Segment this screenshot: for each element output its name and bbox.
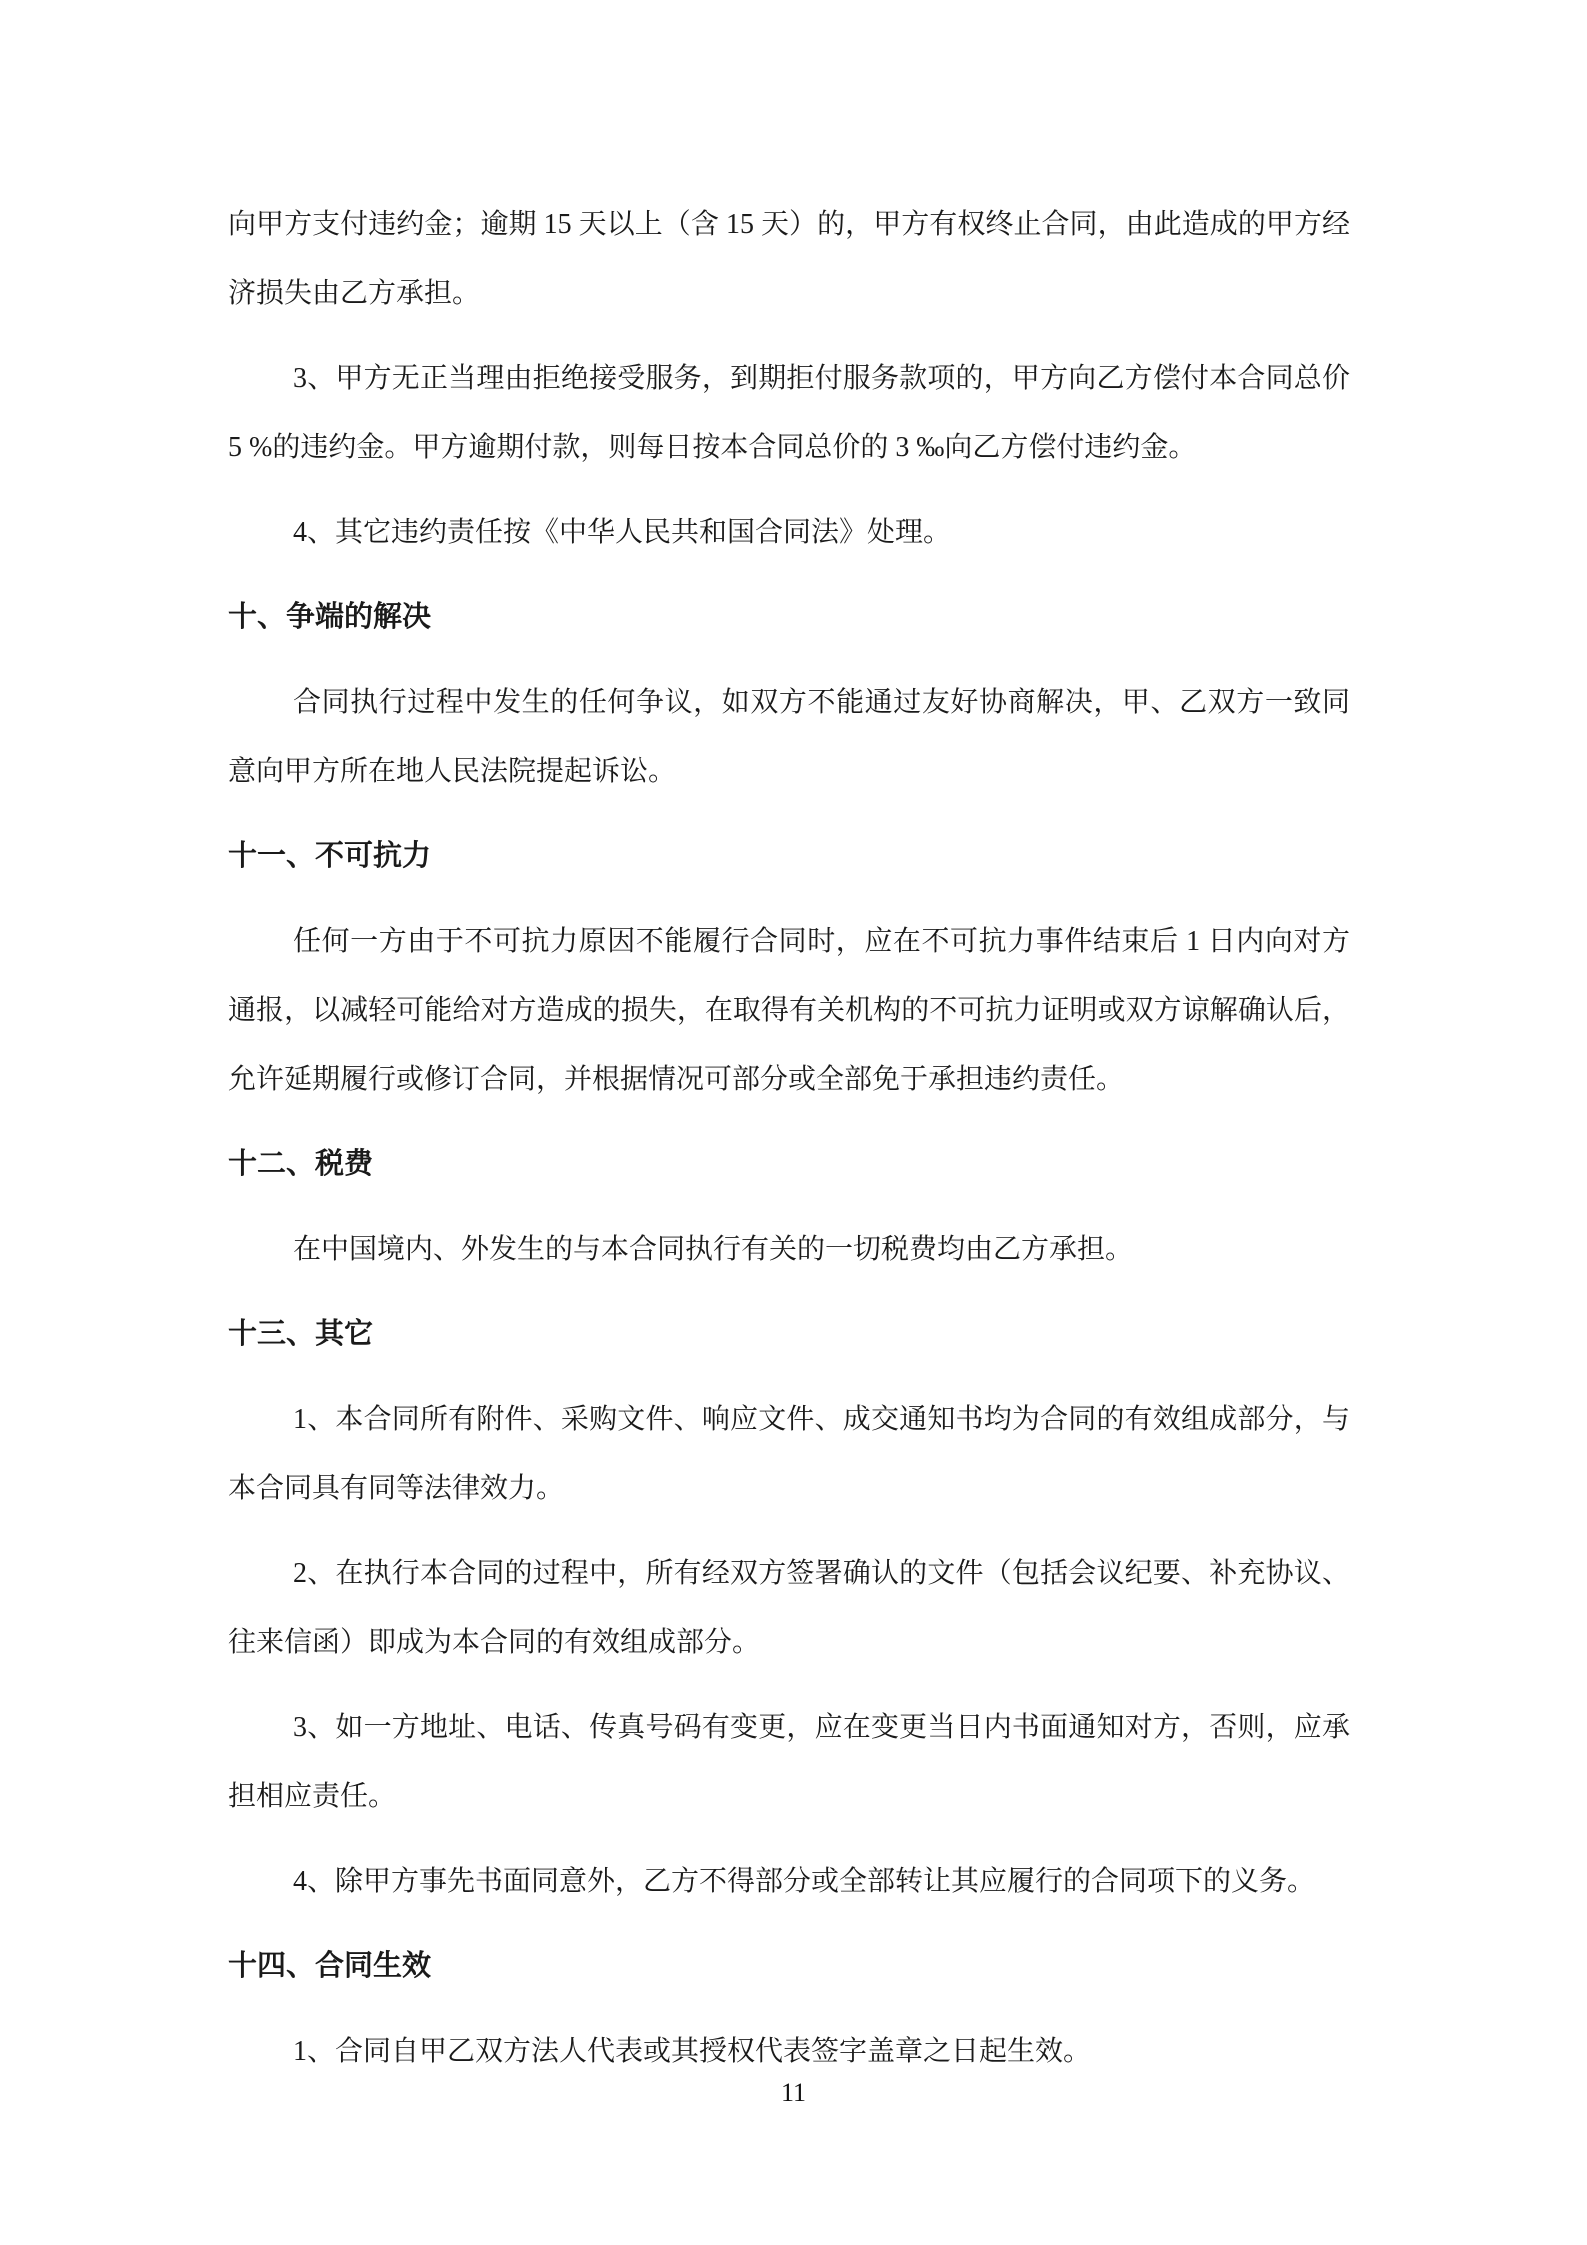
paragraph: 4、除甲方事先书面同意外，乙方不得部分或全部转让其应履行的合同项下的义务。 [293,1866,1316,1897]
section-heading: 十一、不可抗力 [228,840,432,872]
section-heading: 十、争端的解决 [228,601,432,633]
document-blocks [228,190,1350,2102]
paragraph: 4、其它违约责任按《中华人民共和国合同法》处理。 [293,517,952,548]
paragraph: 1、合同自甲乙双方法人代表或其授权代表签字盖章之日起生效。 [293,2036,1092,2067]
page-number: 11 [780,2078,807,2107]
paragraph: 在中国境内、外发生的与本合同执行有关的一切税费均由乙方承担。 [293,1234,1134,1265]
section-heading: 十三、其它 [228,1318,374,1350]
section-heading: 十二、税费 [228,1148,374,1180]
paragraph: 3、甲方无正当理由拒绝接受服务，到期拒付服务款项的，甲方向乙方偿付本合同总价 5 %的违约金。甲方逾期付款，则每日按本合同总价的 3 ‰向乙方偿付违约金。 [228,363,1350,463]
paragraph: 任何一方由于不可抗力原因不能履行合同时，应在不可抗力事件结束后 1 日内向对方通报，以减轻可能给对方造成的损失，在取得有关机构的不可抗力证明或双方谅解确认后，允许延期履行或修订合同，并根据情况可部分或全部免于承担违约责任。 [228,926,1350,1095]
paragraph: 3、如一方地址、电话、传真号码有变更，应在变更当日内书面通知对方，否则，应承担相应责任。 [228,1712,1350,1812]
paragraph: 2、在执行本合同的过程中，所有经双方签署确认的文件（包括会议纪要、补充协议、往来信函）即成为本合同的有效组成部分。 [228,1558,1350,1658]
paragraph: 向甲方支付违约金；逾期 15 天以上（含 15 天）的，甲方有权终止合同，由此造成的甲方经济损失由乙方承担。 [228,209,1350,309]
paragraph: 1、本合同所有附件、采购文件、响应文件、成交通知书均为合同的有效组成部分，与本合同具有同等法律效力。 [228,1404,1350,1504]
paragraph: 合同执行过程中发生的任何争议，如双方不能通过友好协商解决，甲、乙双方一致同意向甲方所在地人民法院提起诉讼。 [228,687,1350,787]
section-heading: 十四、合同生效 [228,1950,432,1982]
